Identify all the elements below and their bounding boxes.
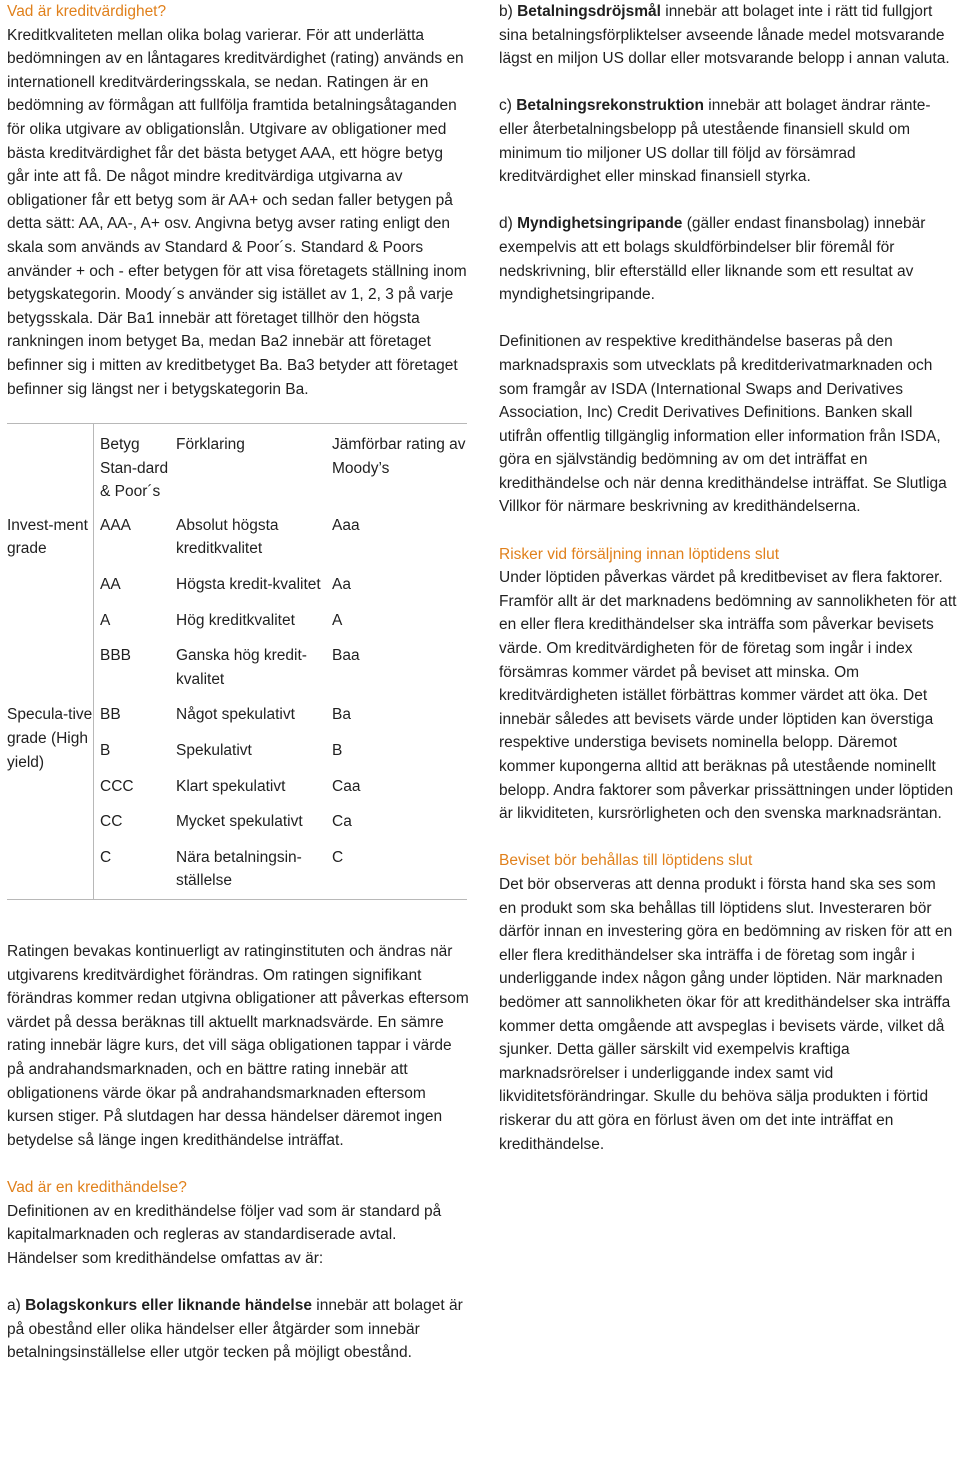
cell-moodys: C: [332, 848, 344, 866]
group-speculative-grade: Specula-tive grade (High yield): [7, 697, 94, 899]
heading-hold-to-maturity: Beviset bör behållas till löptidens slut: [499, 852, 753, 870]
item-d-government-intervention: d) Myndighetsingripande (gäller endast finansbolag) innebär exempelvis att ett bolags skuldförbindelser blir föremål för nedskrivning, blir efterställd eller liknande som ett resultat av myndighetsingripande.: [499, 215, 926, 304]
cell-explanation: Spekulativt: [176, 742, 252, 760]
cell-moodys: A: [332, 611, 343, 629]
paragraph-creditworthiness: Kreditkvaliteten mellan olika bolag varierar. För att underlätta bedömningen av en låntagares kreditvärdighet (rating) används en internationell kreditvärderingsskala, se nedan. Ratingen är en bedömning av förmågan att fullfölja framtida betalningsåtaganden för olika utgivare av obligationslån. Utgivare av obligationer med bästa kreditvärdighet får det bästa betyget AAA, ett högre betyg går inte att få. De något mindre kreditvärdiga utgivarna av obligationer får ett betyg som är AA+ och sedan faller betygen på detta sätt: AA, AA-, A+ osv. Angivna betyg avser rating enligt den skala som används av Standard & Poor´s. Standard & Poors använder + och - efter betygen för att visa företagets ställning inom betygskategorin. Moody´s använder sig istället av 1, 2, 3 på varje betygsskala. Där Ba1 innebär att företaget tillhör den högsta rankningen inom betyget Ba, medan Ba2 innebär att företaget befinner sig i mitten av kreditbetyget Ba. Ba3 betyder att företaget befinner sig längst ner i betygskategorin Ba.: [7, 26, 467, 398]
item-a-lead: Bolagskonkurs eller liknande händelse: [25, 1296, 312, 1314]
cell-moodys: Aaa: [332, 516, 360, 534]
cell-explanation: Ganska hög kredit-kvalitet: [176, 647, 307, 688]
cell-grade: AA: [100, 576, 121, 594]
cell-explanation: Klart spekulativt: [176, 777, 286, 795]
cell-explanation: Nära betalningsin-ställelse: [176, 848, 302, 890]
item-d-lead: Myndighetsingripande: [517, 215, 683, 233]
heading-credit-event: Vad är en kredithändelse?: [7, 1178, 187, 1196]
cell-grade: B: [100, 742, 111, 760]
rating-table-header: [7, 424, 467, 508]
cell-explanation: Något spekulativt: [176, 706, 295, 724]
left-column: [7, 0, 469, 1365]
header-grade: Betyg Stan-dard & Poor´s: [100, 436, 169, 501]
rating-table: [7, 423, 467, 900]
cell-explanation: Absolut högsta kreditkvalitet: [176, 516, 279, 558]
cell-explanation: Mycket spekulativt: [176, 813, 303, 831]
cell-moodys: Aa: [332, 576, 351, 594]
cell-grade: CCC: [100, 777, 134, 795]
cell-grade: CC: [100, 813, 123, 831]
cell-moodys: Baa: [332, 647, 360, 665]
cell-explanation: Högsta kredit-kvalitet: [176, 576, 321, 594]
table-row: [7, 508, 467, 567]
cell-moodys: Ca: [332, 813, 352, 831]
table-row: [7, 697, 467, 733]
header-moodys: Jämförbar rating av Moody’s: [332, 436, 466, 477]
cell-grade: BBB: [100, 647, 132, 665]
paragraph-risks-early-sale: Under löptiden påverkas värdet på kreditbeviset av flera faktorer. Framför allt är det marknadens bedömning av sannolikheten för att en eller flera kredithändelser ska inträffa som påverkar bevisets värde. Om kreditvärdigheten för de företag som ingår i index försämras kommer värdet på beviset att minska. Om kreditvärdigheten istället förbättras kommer värdet att öka. Det innebär således att bevisets värde under löptiden kan överstiga respektive understiga bevisets nominella belopp. Däremot kommer kupongerna alltid att beräknas på utestående nominellt belopp. Andra faktorer som påverkar prissättningen under löptiden är likviditeten, kursrörligheten och den svenska marknadsräntan.: [499, 569, 957, 823]
item-b-lead: Betalningsdröjsmål: [517, 3, 661, 20]
paragraph-rating-monitoring: Ratingen bevakas kontinuerligt av ratinginstituten och ändras när utgivarens kreditvärdighet förändras. Om ratingen signifikant förändras kommer redan utgivna obligationer att påverkas eftersom värdet på dessa beräknas till aktuellt marknadsvärde. En sämre rating innebär lägre kurs, det vill säga obligationen tappar i värde på andrahandsmarknaden, och en bättre rating innebär att obligationens värde ökar på andrahandsmarknaden eftersom kursen stiger. På slutdagen har dessa händelser däremot ingen betydelse så länge ingen kredithändelse inträffat.: [7, 943, 469, 1149]
cell-explanation: Hög kreditkvalitet: [176, 611, 295, 629]
item-c-restructuring: c) Betalningsrekonstruktion innebär att bolaget ändrar ränte- eller återbetalningsbelopp på utestående finansiell skuld om minimum tio miljoner US dollar till följd av försämrad kreditvärdighet eller minskad finansiell styrka.: [499, 97, 931, 186]
cell-moodys: Ba: [332, 706, 351, 724]
group-investment-grade: Invest-ment grade: [7, 508, 94, 698]
item-c-lead: Betalningsrekonstruktion: [516, 97, 704, 115]
cell-grade: A: [100, 611, 111, 629]
cell-moodys: Caa: [332, 777, 361, 795]
item-a-bankruptcy: a) Bolagskonkurs eller liknande händelse innebär att bolaget är på obestånd eller olika händelser eller åtgärder som innebär betalningsinställelse eller utgör tecken på möjligt obestånd.: [7, 1296, 463, 1362]
cell-grade: BB: [100, 706, 121, 724]
paragraph-credit-event: Definitionen av en kredithändelse följer vad som är standard på kapitalmarknaden och regleras av standardiserade avtal. Händelser som kredithändelse omfattas av är:: [7, 1202, 442, 1267]
right-column: [499, 0, 957, 1156]
paragraph-hold-to-maturity: Det bör observeras att denna produkt i första hand ska ses som en produkt som ska behållas till löptidens slut. Investeraren bör därför innan en investering göra en bedömning av risken för att en eller flera kredithändelser ska inträffa i de företag som ingår i underliggande index någon gång under löptiden. När marknaden bedömer att sannolikheten ökar för att kredithändelser ska inträffa kommer detta omgående att avspeglas i bevisets värde, vilket då sjunker. Detta gäller särskilt vid exempelvis kraftiga marknadsrörelser i underliggande index samt vid likviditetsförändringar. Skulle du behöva sälja produkten i förtid riskerar du att göra en förlust även om det inte inträffat en kredithändelse.: [499, 875, 953, 1153]
header-explanation: Förklaring: [176, 436, 245, 454]
heading-creditworthiness: Vad är kreditvärdighet?: [7, 3, 167, 20]
item-b-payment-default: b) Betalningsdröjsmål innebär att bolaget inte i rätt tid fullgjort sina betalningsförpliktelser avseende lånade medel motsvarande lägst en miljon US dollar eller motsvarande belopp i annan valuta.: [499, 3, 950, 68]
cell-moodys: B: [332, 742, 343, 760]
paragraph-definitions: Definitionen av respektive kredithändelse baseras på den marknadspraxis som utvecklats på kreditderivatmarknaden och som framgår av ISDA (International Swaps and Derivatives Association, Inc) Credit Derivatives Definitions. Banken skall utifrån offentlig tillgänglig information eller information från ISDA, göra en självständig bedömning av om det inträffat en kredithändelse och när denna kredithändelse inträffat. Se Slutliga Villkor för närmare beskrivning av kredithändelserna.: [499, 333, 947, 516]
cell-grade: AAA: [100, 516, 132, 534]
heading-risks-early-sale: Risker vid försäljning innan löptidens slut: [499, 545, 780, 563]
cell-grade: C: [100, 848, 112, 866]
